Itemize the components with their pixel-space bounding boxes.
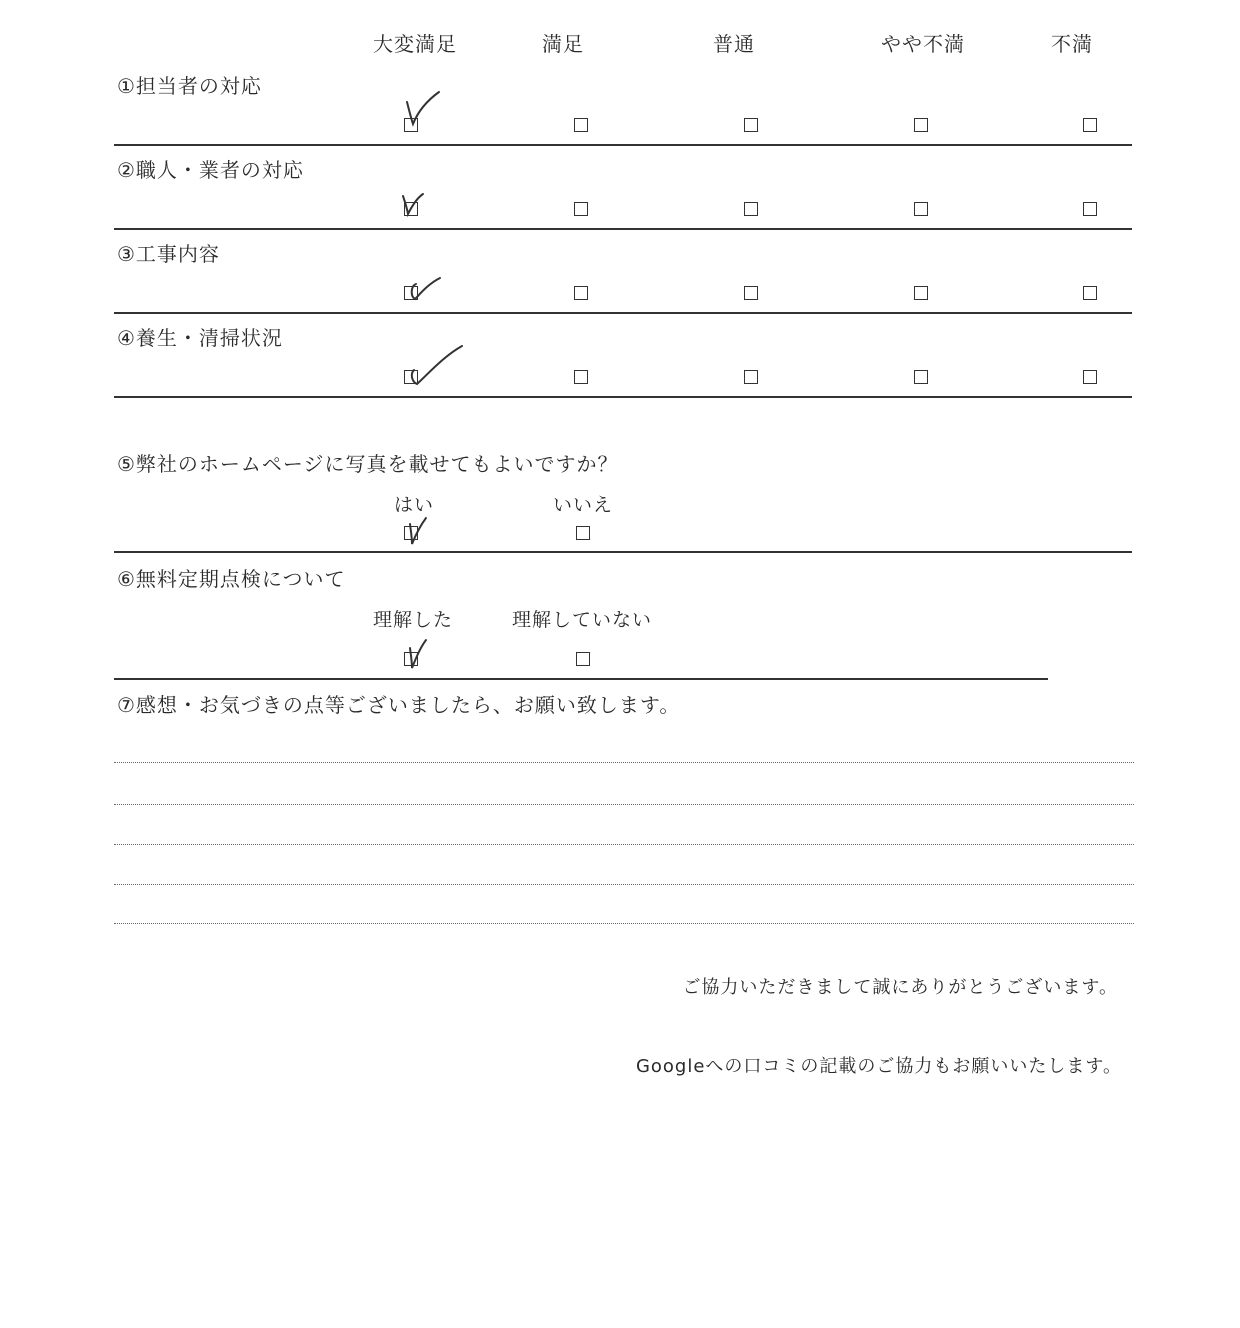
q2-checkbox-somewhat-dissatisfied[interactable] <box>914 202 928 216</box>
option-not-understood-label: 理解していない <box>511 609 653 631</box>
q3-checkbox-very-satisfied[interactable] <box>404 286 418 300</box>
q2-checkbox-neutral[interactable] <box>744 202 758 216</box>
comment-line[interactable] <box>114 923 1134 924</box>
option-no-label: いいえ <box>552 494 614 516</box>
q4-checkbox-dissatisfied[interactable] <box>1083 370 1097 384</box>
question-2-label: ②職人・業者の対応 <box>117 158 304 182</box>
column-header-somewhat-dissatisfied: やや不満 <box>881 32 965 56</box>
option-understood-label: 理解した <box>372 609 454 631</box>
q5-checkbox-no[interactable] <box>576 526 590 540</box>
q2-checkbox-very-satisfied[interactable] <box>404 202 418 216</box>
q3-checkbox-somewhat-dissatisfied[interactable] <box>914 286 928 300</box>
column-header-satisfied: 満足 <box>542 32 584 56</box>
row-divider <box>114 678 1048 680</box>
q6-checkbox-understood[interactable] <box>404 652 418 666</box>
q3-checkbox-neutral[interactable] <box>744 286 758 300</box>
row-divider <box>114 228 1132 230</box>
q4-checkbox-somewhat-dissatisfied[interactable] <box>914 370 928 384</box>
column-header-very-satisfied: 大変満足 <box>373 32 457 56</box>
q3-checkbox-dissatisfied[interactable] <box>1083 286 1097 300</box>
q4-checkbox-satisfied[interactable] <box>574 370 588 384</box>
q2-checkbox-dissatisfied[interactable] <box>1083 202 1097 216</box>
row-divider <box>114 312 1132 314</box>
q1-checkbox-satisfied[interactable] <box>574 118 588 132</box>
q1-checkbox-dissatisfied[interactable] <box>1083 118 1097 132</box>
q1-checkbox-neutral[interactable] <box>744 118 758 132</box>
comment-line[interactable] <box>114 762 1134 763</box>
row-divider <box>114 551 1132 553</box>
google-review-note: Googleへの口コミの記載のご協力もお願いいたします。 <box>635 1056 1122 1077</box>
column-header-dissatisfied: 不満 <box>1051 32 1093 56</box>
question-1-label: ①担当者の対応 <box>117 74 262 98</box>
q4-checkbox-neutral[interactable] <box>744 370 758 384</box>
comment-line[interactable] <box>114 804 1134 805</box>
q2-checkbox-satisfied[interactable] <box>574 202 588 216</box>
q1-checkbox-somewhat-dissatisfied[interactable] <box>914 118 928 132</box>
question-7-label: ⑦感想・お気づきの点等ございましたら、お願い致します。 <box>117 693 681 717</box>
question-4-label: ④養生・清掃状況 <box>117 326 283 350</box>
question-3-label: ③工事内容 <box>117 242 220 266</box>
comment-line[interactable] <box>114 884 1134 885</box>
q5-checkbox-yes[interactable] <box>404 526 418 540</box>
comment-line[interactable] <box>114 844 1134 845</box>
row-divider <box>114 144 1132 146</box>
q3-checkbox-satisfied[interactable] <box>574 286 588 300</box>
thanks-note: ご協力いただきまして誠にありがとうございます。 <box>682 977 1118 998</box>
q4-checkbox-very-satisfied[interactable] <box>404 370 418 384</box>
column-header-neutral: 普通 <box>713 32 755 56</box>
option-yes-label: はい <box>393 494 435 516</box>
q1-checkbox-very-satisfied[interactable] <box>404 118 418 132</box>
row-divider <box>114 396 1132 398</box>
question-5-label: ⑤弊社のホームページに写真を載せてもよいですか？ <box>117 452 619 476</box>
question-6-label: ⑥無料定期点検について <box>117 567 346 591</box>
q6-checkbox-not-understood[interactable] <box>576 652 590 666</box>
